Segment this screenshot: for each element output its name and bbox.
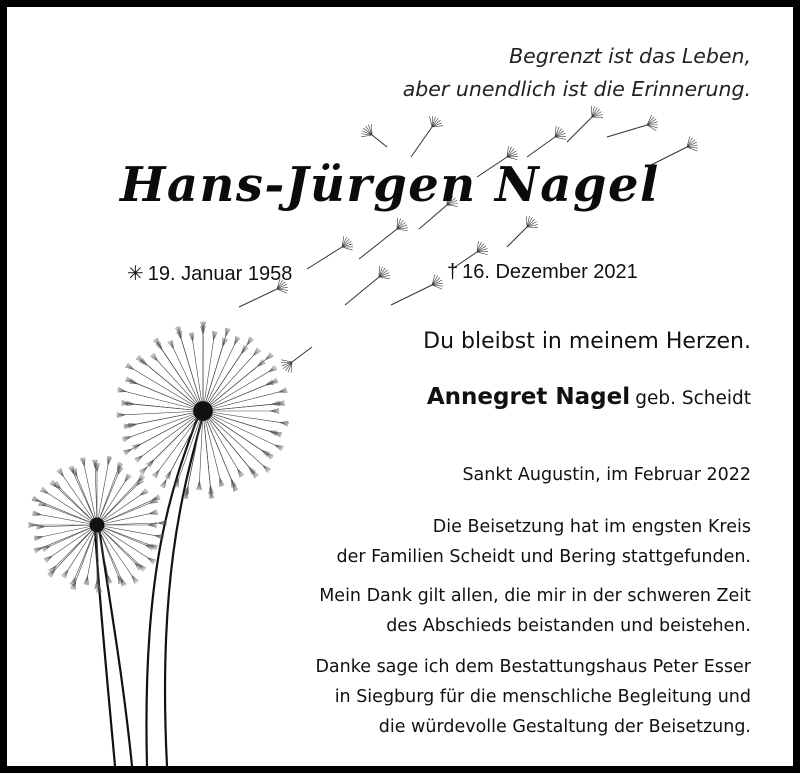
- flying-seed: [361, 124, 387, 147]
- death-date-text: 16. Dezember 2021: [462, 261, 638, 283]
- birth-date-text: 19. Januar 1958: [147, 263, 293, 285]
- paragraph-line: der Familien Scheidt und Bering stattgefunden.: [336, 547, 751, 567]
- death-date: [447, 261, 638, 284]
- funeral-paragraph: [337, 512, 751, 572]
- paragraph-line: Mein Dank gilt allen, die mir in der schweren Zeit: [319, 586, 751, 606]
- signer: [427, 384, 751, 410]
- quote-line-2: aber unendlich ist die Erinnerung.: [402, 77, 751, 101]
- deceased-name: Hans-Jürgen Nagel: [120, 157, 660, 213]
- flying-seed: [359, 218, 408, 259]
- dandelion-head-large: [117, 321, 289, 498]
- paragraph-line: die würdevolle Gestaltung der Beisetzung.: [378, 717, 751, 737]
- signer-maiden-name: geb. Scheidt: [635, 388, 751, 409]
- thanks-paragraph: [319, 581, 751, 641]
- place-date: Sankt Augustin, im Februar 2022: [462, 465, 751, 485]
- paragraph-line: in Siegburg für die menschliche Begleitung und: [334, 687, 751, 707]
- flying-seed: [281, 347, 312, 373]
- paragraph-line: des Abschieds beistanden und beistehen.: [386, 616, 751, 636]
- death-cross-icon: †: [447, 261, 459, 283]
- undertaker-thanks-paragraph: [315, 652, 751, 742]
- birth-star-icon: ✳: [127, 263, 144, 285]
- flying-seed: [527, 126, 566, 157]
- flying-seed: [607, 115, 658, 137]
- flying-seed: [411, 116, 443, 157]
- flying-seed: [307, 236, 353, 269]
- quote-line-1: Begrenzt ist das Leben,: [509, 44, 751, 68]
- flying-seed: [391, 274, 443, 305]
- birth-date: [127, 261, 292, 286]
- paragraph-line: Danke sage ich dem Bestattungshaus Peter Esser: [315, 657, 751, 677]
- dandelion-stem: [165, 415, 203, 766]
- paragraph-line: Die Beisetzung hat im engsten Kreis: [432, 517, 751, 537]
- farewell-line: Du bleibst in meinem Herzen.: [423, 329, 751, 354]
- epitaph-quote: [403, 40, 751, 106]
- flying-seed: [507, 216, 538, 247]
- flying-seed: [567, 106, 603, 142]
- signer-name: Annegret Nagel: [426, 384, 631, 410]
- flying-seed: [345, 266, 390, 305]
- dandelion-flowers: [28, 321, 288, 766]
